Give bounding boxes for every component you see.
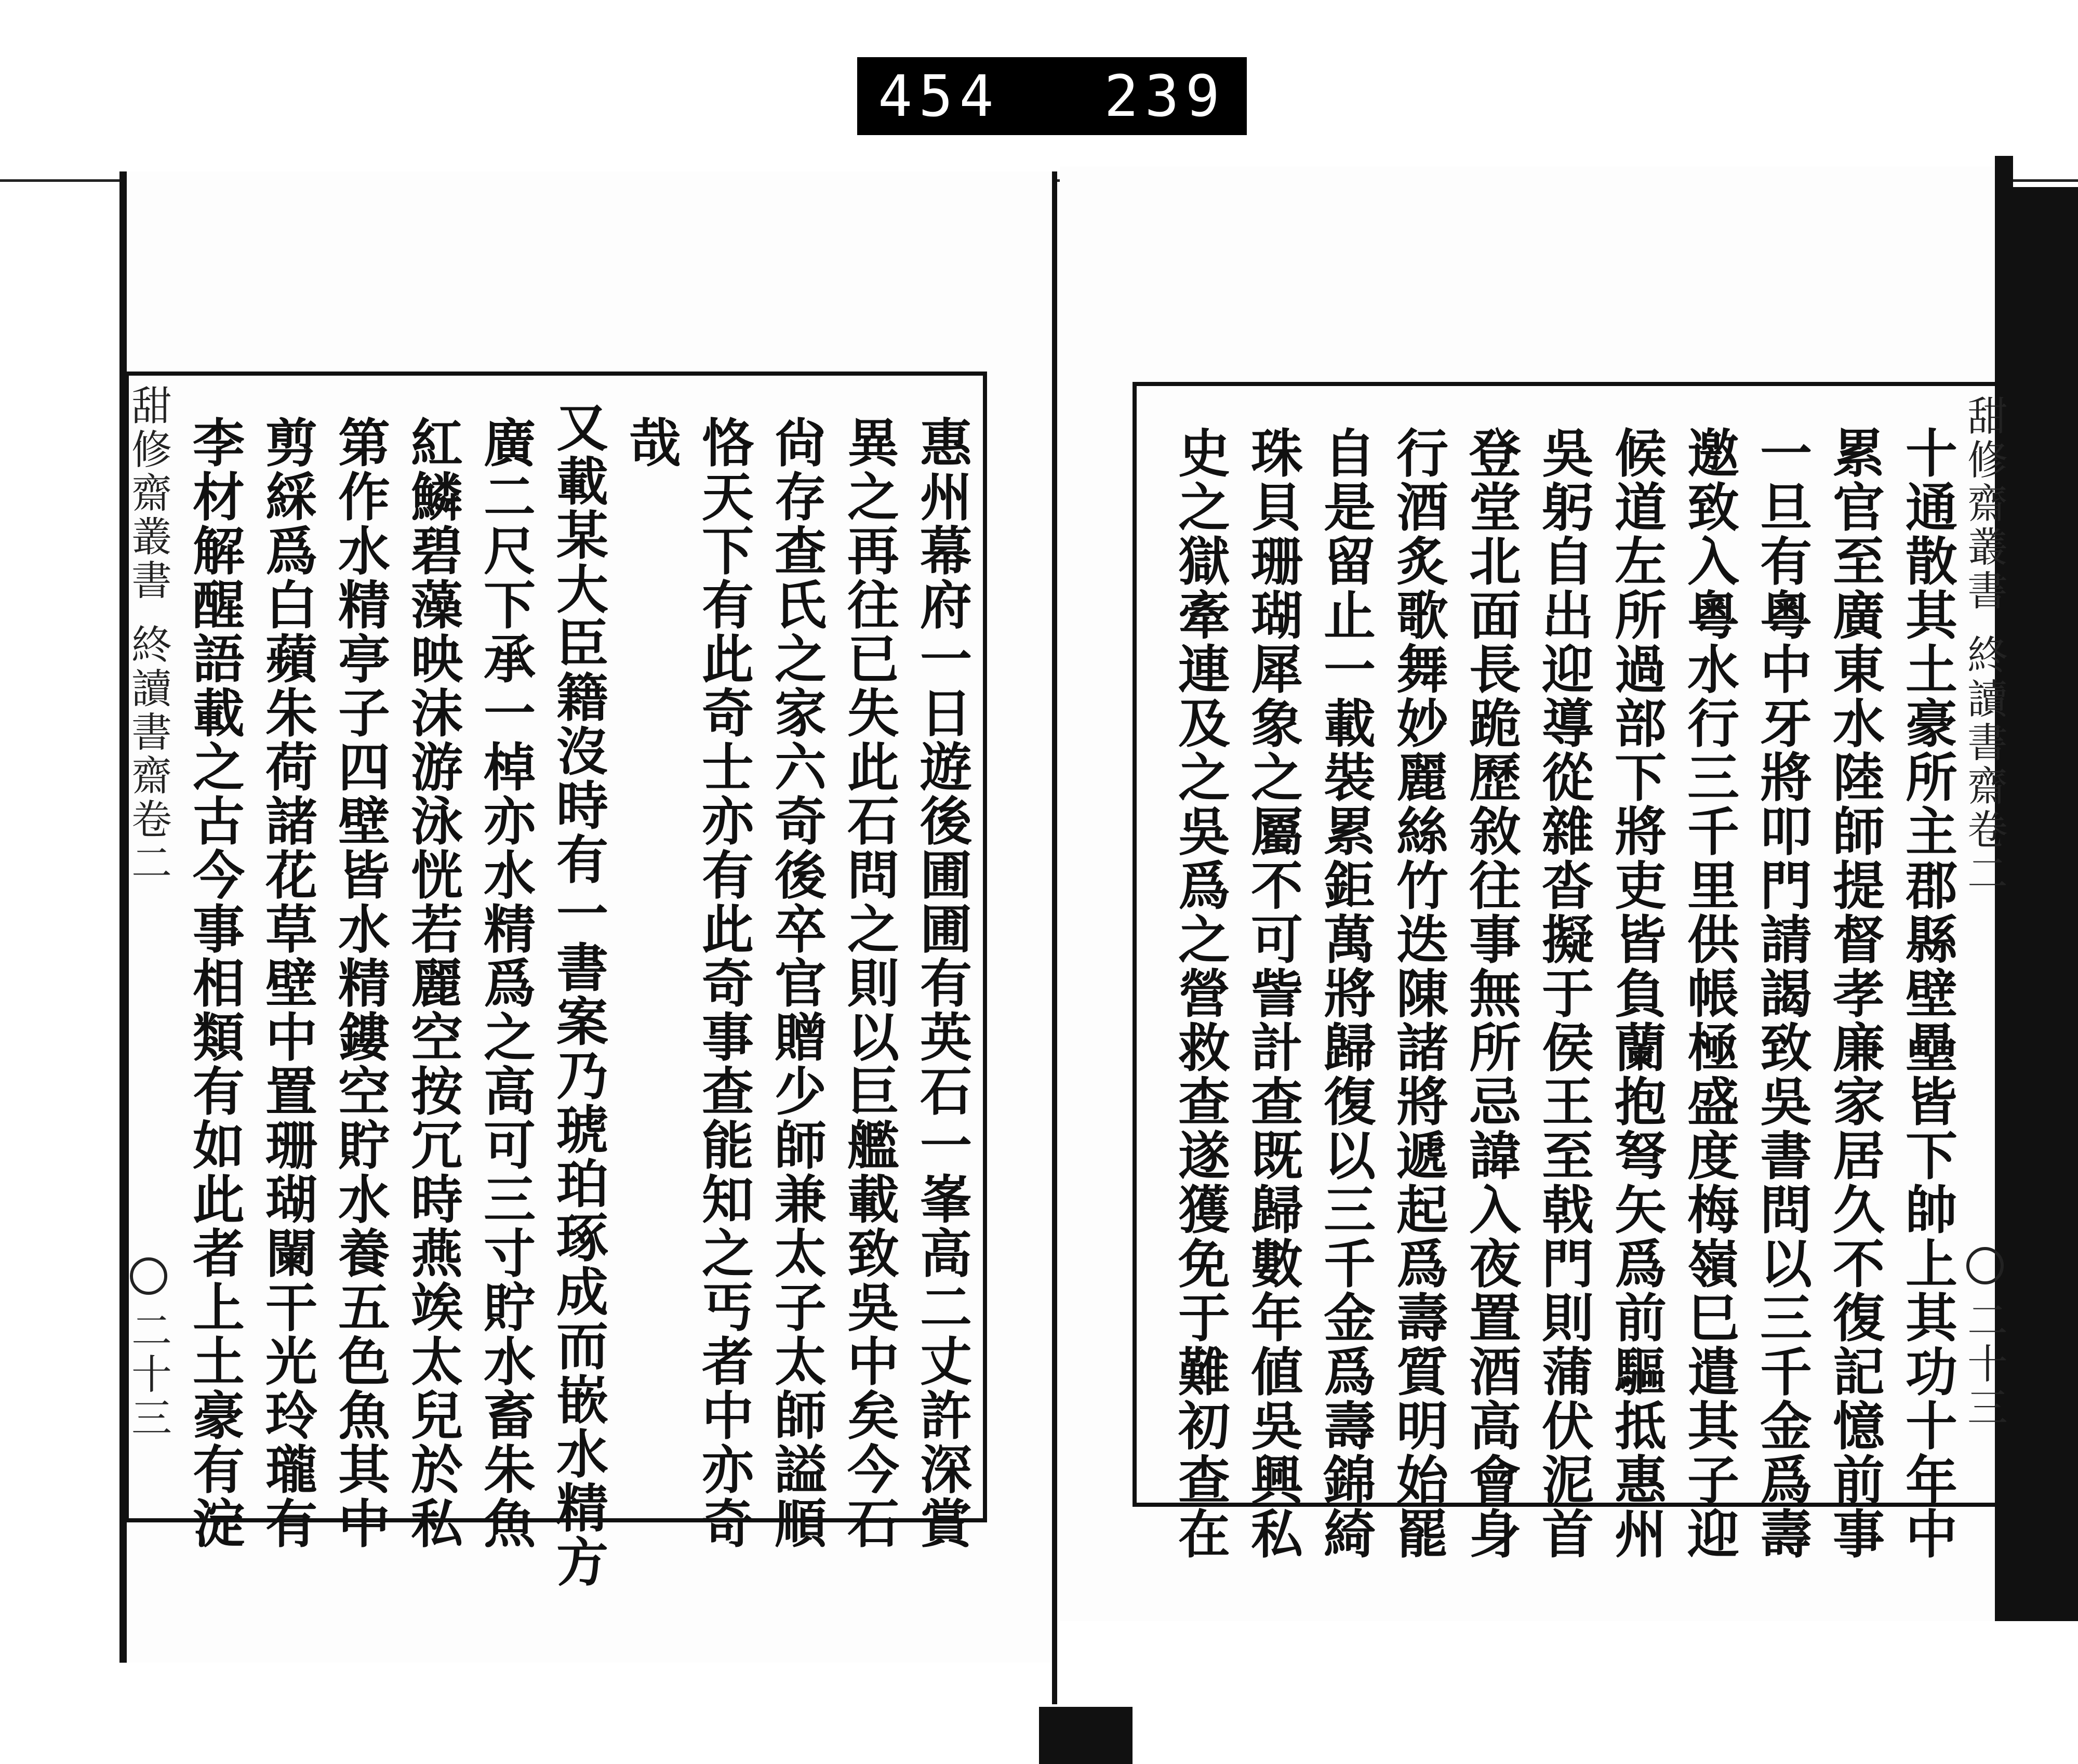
left-column-2: 異之再往已失此石問之則以巨艦載致吳中矣今石 (838, 416, 900, 1550)
right-margin-title: 甜修齋叢書 (1961, 395, 2007, 613)
left-column-11: 李材解醒語載之古今事相類有如此者上土豪有淀 (184, 416, 245, 1550)
left-column-7: 廣二尺下承一棹亦水精爲之高可三寸貯水畜朱魚 (475, 416, 536, 1550)
right-column-11: 史之獄牽連及之吳爲之營救查遂獲免于難初查在 (1169, 426, 1231, 1561)
right-column-9: 自是留止一載裝累鉅萬將歸復以三千金爲壽錦綺 (1315, 426, 1376, 1561)
left-margin-page-number: 二十三 (125, 1309, 171, 1440)
archive-label-right: 239 (1104, 63, 1226, 129)
left-column-8: 紅鱗碧藻映沫游泳恍若麗空按冗時燕竢太兒於私 (402, 416, 463, 1550)
left-margin-column (125, 384, 171, 885)
right-column-2: 累官至廣東水陸師提督孝廉家居久不復記憶前事 (1824, 426, 1885, 1561)
right-column-6: 吳躬自出迎導從雜沓擬于侯王至戟門則蒲伏泥首 (1533, 426, 1594, 1561)
right-column-3: 一旦有粵中牙將叩門請謁致吳書問以三千金爲壽 (1751, 426, 1813, 1561)
fish-tail-mark-right (1966, 1247, 2004, 1284)
right-margin-section: 終讀書齋卷二 (1961, 634, 2007, 896)
right-column-10: 珠貝珊瑚犀象之屬不可訾計查既歸數年値吳興私 (1242, 426, 1303, 1561)
left-column-10: 剪綵爲白蘋朱荷諸花草壁中置珊瑚闌干光玲瓏有 (257, 416, 318, 1550)
right-margin-column (1961, 395, 2007, 896)
right-column-1: 十通散其土豪所主郡縣壁壘皆下帥上其功十年中 (1897, 426, 1958, 1561)
left-margin-title: 甜修齋叢書 (125, 384, 171, 603)
archive-label-left: 454 (878, 63, 1000, 129)
left-column-5: 哉 (620, 416, 682, 470)
left-column-9: 第作水精亭子四壁皆水精鏤空貯水養五色魚其中 (329, 416, 391, 1550)
right-margin-page-number: 二十三 (1961, 1299, 2007, 1430)
right-column-7: 登堂北面長跪歷敘往事無所忌諱入夜置酒高會身 (1460, 426, 1522, 1561)
left-column-3: 尙存查氏之家六奇後卒官贈少師兼太子太師謚順 (766, 416, 827, 1550)
right-page-shadow (2013, 187, 2078, 1621)
left-column-4: 恪天下有此奇士亦有此奇事查能知之丐者中亦奇 (693, 416, 754, 1550)
right-column-8: 行酒炙歌舞妙麗絲竹迭陳諸將遞起爲壽質明始罷 (1388, 426, 1449, 1561)
spine-foot (1039, 1707, 1133, 1764)
archive-label-bar (857, 57, 1247, 135)
left-column-6: 又載某大臣籍沒時有一書案乃琥珀琢成而嵌水精方 (548, 400, 609, 1589)
left-column-1: 惠州幕府一日遊後圃圃有英石一峯高二丈許深賞 (911, 416, 973, 1550)
right-column-5: 候道左所過部下將吏皆負蘭抱弩矢爲前驅抵惠州 (1606, 426, 1667, 1561)
left-margin-section: 終讀書齋卷二 (125, 624, 171, 885)
book-spine (1052, 171, 1057, 1704)
right-column-4: 邀致入粵水行三千里供帳極盛度梅嶺巳遣其子迎 (1679, 426, 1740, 1561)
fish-tail-mark (130, 1257, 167, 1295)
